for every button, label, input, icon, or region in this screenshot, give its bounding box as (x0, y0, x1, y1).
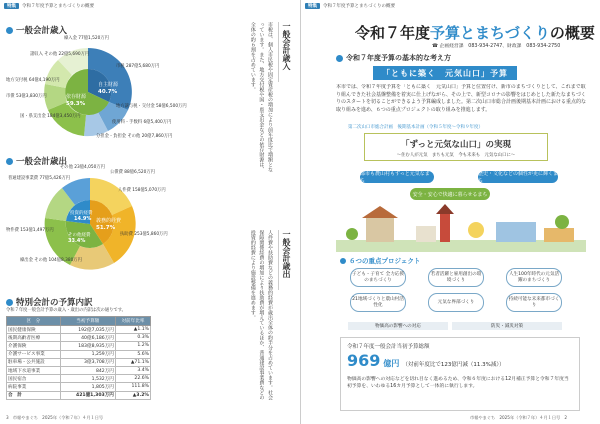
goal-pill: 都市も農山村もずっと元気なまち (360, 171, 434, 183)
goal-pill: 安全・安心で快適に暮らせるまち (410, 188, 490, 200)
vision-title: 「ずっと元気な山口」の実現 (401, 140, 511, 150)
total-value: 969 (347, 351, 381, 370)
expense-label-1: その他 23億4,050万円 (60, 165, 105, 170)
income-label-0: 繰入金 77億1,520万円 (64, 36, 109, 41)
income-label-6: 地方譲与税・交付金 58億6,500万円 (116, 104, 187, 109)
mandatory-pct: 51.7% (96, 225, 116, 231)
goal-pill: 歴史・文化などの個性が更に輝くまち (478, 171, 559, 184)
v-expense-text: 人件費や扶助費などの義務的経費が歳出全体の約半分を占めています。社会保障関係経費の増加により扶助費が増えているほか、普通建設事業費などの投資的経費により施設整備を進めます。 (249, 230, 273, 400)
income-label-1: 諸収入 その他 22億5,690万円 (30, 52, 90, 57)
expense-label-5: 物件費 153億1,497万円 (6, 228, 54, 233)
expense-label-6: 繰出金 その他 104億8,380万円 (20, 258, 82, 263)
investment-label: 投資的経費 (70, 211, 93, 216)
project-card: 21地域づくりと農山村活性化 (350, 293, 406, 312)
mandatory-label: 義務的経費 (96, 218, 122, 224)
policy-band: 防災・減災対策 (452, 322, 562, 330)
income-label-4: 国・県支出金 184億3,450万円 (20, 114, 81, 119)
pagoda-icon (440, 214, 450, 242)
header-tag: 特集 (305, 3, 320, 9)
policy-band: 物価高の影響への対応 (348, 322, 448, 330)
project-card: 人生100年時代の元気活躍のまちづくり (506, 268, 562, 287)
general-expense-heading: 一般会計歳出 (6, 155, 67, 167)
special-account-table (6, 316, 151, 400)
bullet-icon (6, 27, 13, 34)
expense-label-0: 普通建設事業費 77億5,426万円 (8, 176, 71, 181)
income-label-2: 地方交付税 64億4,190万円 (6, 78, 60, 83)
total-note: （対前年度比で123億円減（11.3%減）） (402, 362, 505, 368)
income-label-8: 分担金・負担金 その他 20億7,860万円 (96, 134, 173, 139)
dependent-label: 依存財源 (66, 94, 87, 100)
dependent-pct: 59.3% (66, 101, 86, 107)
total-budget-box (340, 337, 580, 411)
left-footer: 3 市報やまぐち 2025年（令和７年）４月１日号 (6, 415, 104, 420)
other-exp-label: その他経費 (68, 233, 91, 238)
contact-info: ☎ 企画経営課 083-934-2747、財政課 083-934-2750 (432, 44, 561, 49)
income-label-5: 市税 287億5,680万円 (116, 64, 160, 69)
self-funded-pct: 40.7% (98, 89, 118, 95)
expense-donut-chart (28, 170, 158, 280)
v-income-text: 市税は、個人市民税や固定資産税の増加により前年度比で増額となっています。また、地方交付税や国・県支出金などの依存財源は、全体の約６割を占めています。 (249, 22, 273, 172)
project-card: 持続可能な未来都市づくり (506, 293, 562, 312)
bullet-icon (6, 299, 13, 306)
table-intro: 令和７年度一般会計予算の歳入・歳出の内訳は次の通りです。 (6, 308, 126, 313)
expense-label-3: 人件費 158億5,070万円 (118, 188, 166, 193)
table-row: 介護サービス事業 1,259万円 5.6% (8, 351, 149, 358)
v-income-heading: 一般会計歳入 (278, 22, 292, 82)
project-card: 若者活躍と雇用創出の環境づくり (428, 268, 484, 287)
total-figure (347, 351, 505, 370)
left-header (4, 2, 94, 10)
investment-pct: 14.9% (74, 216, 92, 222)
header-title: 令和７年度予算とまちづくりの概要 (22, 4, 94, 9)
total-body: 物価高の影響への対応などを切れ目なく進めるため、令和６年度における12月補正予算と令和７年度当初予算を、いわゆる16カ月予算として一体的に執行します。 (347, 377, 569, 390)
table-header-row: 区 分 当初予算額 対前年比率 (7, 317, 151, 326)
expense-label-4: 扶助費 253億5,860万円 (120, 232, 168, 237)
header-tag: 特集 (4, 3, 19, 9)
plan-caption: 第二次山口市総合計画 後期基本計画（令和５年度〜令和９年度） (348, 125, 483, 130)
basic-policy-heading: 令和７年度予算の基本的な考え方 (336, 53, 451, 63)
table-row: 病院事業 1,805万円 111.8% (8, 384, 149, 390)
projects-heading: ６つの重点プロジェクト (340, 256, 420, 265)
policy-body: 本市では、令和７年度予算を「ともに築く 元気山口」予算と位置付け、新市のまちづくりとして、これまで取り組んできた社会基盤整備を着実に仕上げながら、その上で、新型コロナの影響をはじめとした新たなまちづくりのスタートを切ることができるよう予算編成しました。第二次山口市総合計画後期基本計画における重点的な取り組みを進め、６つの重点プロジェクトの取り組みを推進します。 (336, 84, 586, 113)
table-row: 介護保険 183億8,935万円 1.2% (8, 343, 149, 349)
table-row: 後期高齢者医療 40億6,186万円 0.3% (8, 335, 149, 341)
table-total-row: 合 計 421億1,303万円 ▲3.2% (8, 392, 149, 399)
project-card: 元気な界部づくり (428, 293, 484, 312)
table-row: 地域下水道事業 842万円 3.4% (8, 368, 149, 374)
total-label: 令和７年度一般会計当初予算総額 (347, 344, 430, 350)
building-icon (366, 218, 394, 242)
income-label-3: 市債 53億3,830万円 (6, 94, 47, 99)
table-row: 国民宿舎 1,532万円 22.6% (8, 376, 149, 382)
right-header (305, 2, 395, 10)
right-footer: 市報やまぐち 2025年（令和７年）４月１日号 2 (470, 415, 568, 420)
expense-label-2: 公債費 88億6,520万円 (110, 170, 155, 175)
bullet-icon (336, 55, 343, 62)
table-row: 国民健康保険 192億7,035万円 ▲1.1% (8, 327, 149, 333)
self-funded-label: 自主財源 (98, 82, 119, 88)
special-account-heading: 特別会計の予算内訳 (6, 296, 93, 308)
phone-icon: ☎ (432, 44, 438, 49)
total-unit: 億円 (383, 359, 400, 368)
other-exp-pct: 33.4% (68, 238, 86, 244)
project-card: 子ども・子育て 全力応援のまちづくり (350, 268, 406, 287)
page-title: 令和７年度予算とまちづくりの概要 (355, 24, 595, 42)
bullet-icon (6, 158, 13, 165)
city-illustration (336, 200, 586, 252)
bullet-icon (340, 258, 346, 264)
income-label-7: 使用料・手数料 6億5,400万円 (112, 120, 172, 125)
v-expense-heading: 一般会計歳出 (278, 230, 292, 290)
general-income-heading: 一般会計歳入 (6, 24, 67, 36)
header-title: 令和７年度予算とまちづくりの概要 (323, 4, 395, 9)
vision-box (364, 133, 548, 161)
table-row: 駐車場・公共施設 3億3,708万円 ▲71.1% (8, 359, 149, 366)
vision-sub: 〜住む人が元気 まちも元気 今も未来も 元気な山口に〜 (396, 153, 516, 158)
budget-slogan-banner: 「ともに築く 元気山口」予算 (373, 66, 517, 80)
